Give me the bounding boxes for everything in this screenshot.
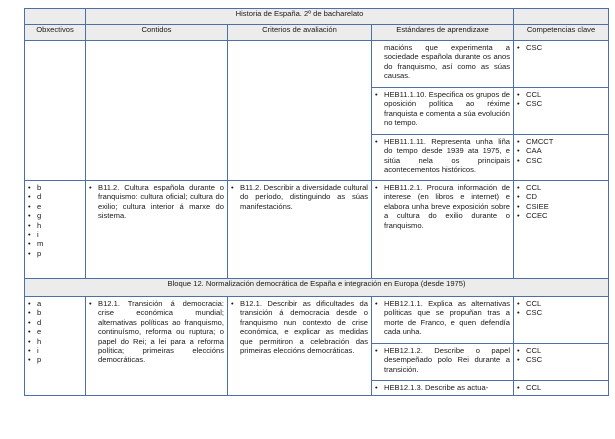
criterios-list (228, 181, 371, 213)
list-item: • e (28, 202, 82, 211)
list-item: • HEB12.1.2. Describe o papel desempeñado polo Rei durante a transición. (375, 346, 510, 374)
list-item: • d (28, 192, 82, 201)
list-item: • B11.2. Describir a diversidade cultural do período, distinguindo as súas manifestacións. (231, 183, 368, 211)
standard-text: macións que experimenta a sociedade española durante os anos do franquismo, así como as súas causas. (384, 43, 511, 81)
list-item: • CCL (517, 90, 605, 99)
competencias-list (514, 344, 608, 367)
table-row (25, 181, 609, 279)
header-blank (514, 9, 609, 25)
standard-list (372, 135, 513, 177)
obxectivos-list (25, 181, 85, 260)
list-item: • CCL (517, 346, 605, 355)
obxectivos-list (25, 297, 85, 367)
competencias-list (514, 181, 608, 223)
list-item: • CAA (517, 146, 605, 155)
list-item: • b (28, 183, 82, 192)
standard-list (372, 181, 513, 232)
list-item: • e (28, 327, 82, 336)
list-item: • CSC (517, 308, 605, 317)
competencias-list (514, 135, 608, 167)
list-item: • CSC (517, 156, 605, 165)
list-item: • a (28, 299, 82, 308)
list-item: • B12.1. Transición á democracia: crise económica mundial; alternativas políticas ao franquismo, continuísmo, reforma ou ruptura; o papel do Rei; a lei para a reforma política; primeiras eleccións democráticas. (89, 299, 224, 365)
list-item: • p (28, 249, 82, 258)
contidos-list (86, 181, 227, 223)
table-title-row (25, 9, 609, 25)
list-item: • CCEC (517, 211, 605, 220)
list-item: • HEB11.1.11. Representa unha liña do tempo desde 1939 ata 1975, e sitúa nela os principais acontecementos históricos. (375, 137, 510, 175)
list-item: • h (28, 337, 82, 346)
column-header-row (25, 25, 609, 41)
list-item: • CCL (517, 299, 605, 308)
block-title: Bloque 12. Normalización democrática de España e integración en Europa (desde 1975) (25, 279, 609, 297)
list-item: • HEB12.1.3. Describe as actua- (375, 383, 510, 392)
list-item: • p (28, 355, 82, 364)
table-row (25, 297, 609, 344)
list-item: • i (28, 346, 82, 355)
curriculum-table (24, 8, 609, 396)
list-item: • CSC (517, 99, 605, 108)
list-item: • m (28, 239, 82, 248)
list-item: • h (28, 221, 82, 230)
list-item: • CD (517, 192, 605, 201)
list-item: • g (28, 211, 82, 220)
list-item: • i (28, 230, 82, 239)
list-item: • B11.2. Cultura española durante o franquismo: cultura oficial; cultura do exilio; cultura interior á marxe do sistema. (89, 183, 224, 221)
competencias-list (514, 297, 608, 320)
list-item: • CSIEE (517, 202, 605, 211)
criterios-list (228, 297, 371, 357)
competencias-list (514, 88, 608, 111)
header-blank (25, 9, 86, 25)
list-item: • CCL (517, 183, 605, 192)
col-competencias: Competencias clave (514, 25, 609, 41)
competencias-list (514, 41, 608, 54)
list-item: • HEB12.1.1. Explica as alternativas políticas que se propuñan tras a morte de Franco, e quen defendía cada unha. (375, 299, 510, 337)
col-criterios: Criterios de avaliación (228, 25, 372, 41)
list-item: • CCL (517, 383, 605, 392)
list-item: • d (28, 318, 82, 327)
list-item: • b (28, 308, 82, 317)
block-header-row (25, 279, 609, 297)
standard-list (372, 344, 513, 376)
list-item: • HEB11.1.10. Especifica os grupos de oposición política ao réxime franquista e comenta a súa evolución no tempo. (375, 90, 510, 128)
competencias-list (514, 381, 608, 394)
criterios-cell (228, 41, 372, 181)
standard-list (372, 88, 513, 130)
standard-list (372, 297, 513, 339)
list-item: • B12.1. Describir as dificultades da transición á democracia desde o franquismo nun contexto de crise económica, e explicar as medidas que permitiron a celebración das primeiras eleccións democráticas. (231, 299, 368, 355)
col-contidos: Contidos (86, 25, 228, 41)
list-item: • CSC (517, 355, 605, 364)
col-estandares: Estándares de aprendizaxe (372, 25, 514, 41)
obxectivos-cell (25, 41, 86, 181)
standard-list (372, 381, 513, 394)
table-row (25, 41, 609, 88)
list-item: • HEB11.2.1. Procura información de interese (en libros e internet) e elabora unha breve exposición sobre a cultura do exilio durante o franquismo. (375, 183, 510, 230)
contidos-cell (86, 41, 228, 181)
list-item: • CMCCT (517, 137, 605, 146)
col-obxectivos: Obxectivos (25, 25, 86, 41)
list-item: • CSC (517, 43, 605, 52)
table-title: Historia de España. 2º de bacharelato (86, 9, 514, 25)
contidos-list (86, 297, 227, 367)
